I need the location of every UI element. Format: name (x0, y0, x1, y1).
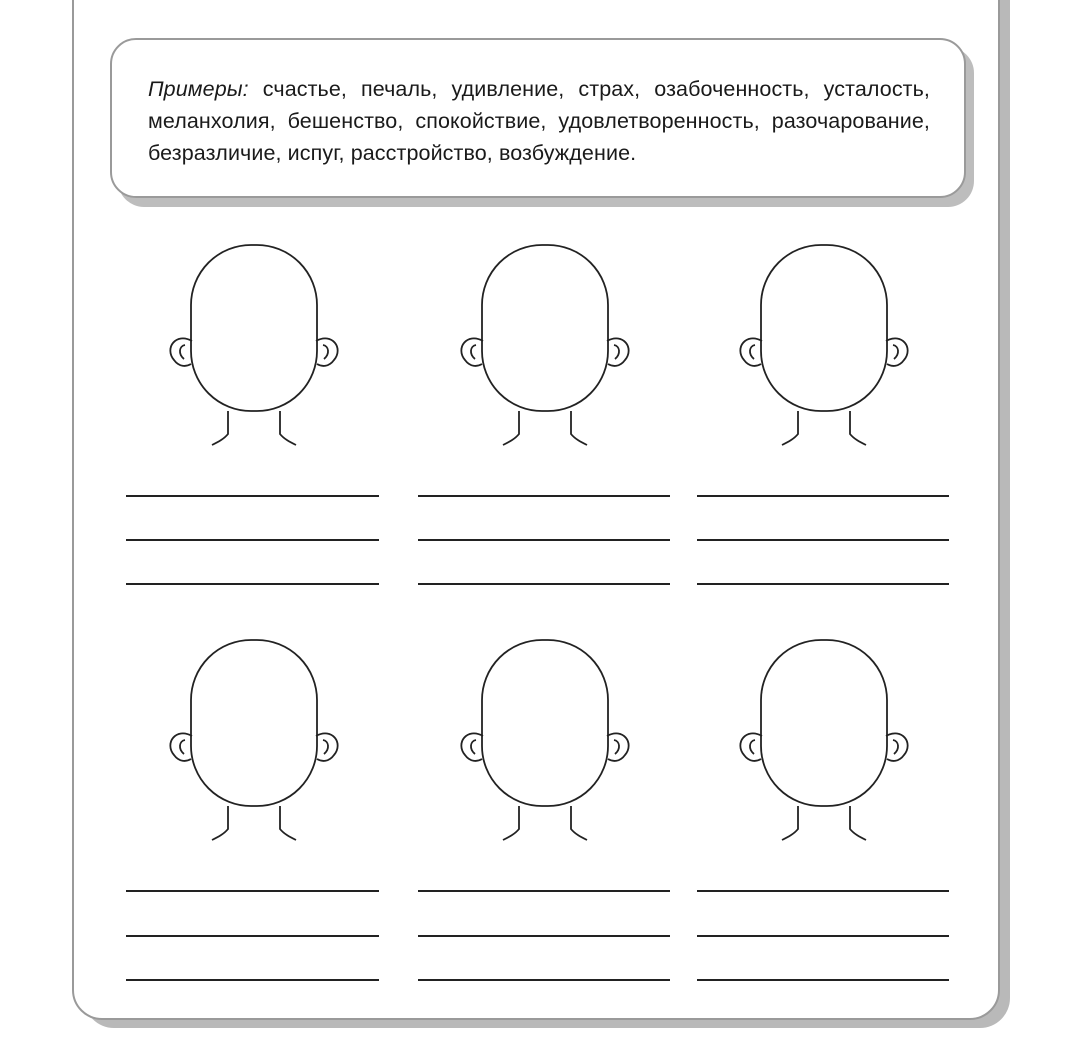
face-3 (740, 245, 907, 445)
blank-face-outline-icon (740, 245, 907, 445)
blank-face-outline-icon (170, 245, 337, 445)
face-6 (740, 640, 907, 840)
writing-lines-face-1[interactable] (126, 496, 379, 584)
face-5 (461, 640, 628, 840)
blank-face-outline-icon (461, 245, 628, 445)
writing-lines-face-4[interactable] (126, 891, 379, 980)
face-2 (461, 245, 628, 445)
writing-lines-face-6[interactable] (697, 891, 949, 980)
blank-face-outline-icon (170, 640, 337, 840)
blank-face-outline-icon (461, 640, 628, 840)
writing-lines-face-3[interactable] (697, 496, 949, 584)
writing-lines-face-5[interactable] (418, 891, 670, 980)
writing-lines-face-2[interactable] (418, 496, 670, 584)
blank-face-outline-icon (740, 640, 907, 840)
examples-lead: Примеры: (148, 77, 249, 101)
emotion-examples-list: счастье, печаль, удивление, страх, озабоченность, усталость, меланхолия, бешенство, спокойствие, удовлетворенность, разочарование, безразличие, испуг, расстройство, возбуждение. (148, 77, 931, 165)
face-4 (170, 640, 337, 840)
face-1 (170, 245, 337, 445)
